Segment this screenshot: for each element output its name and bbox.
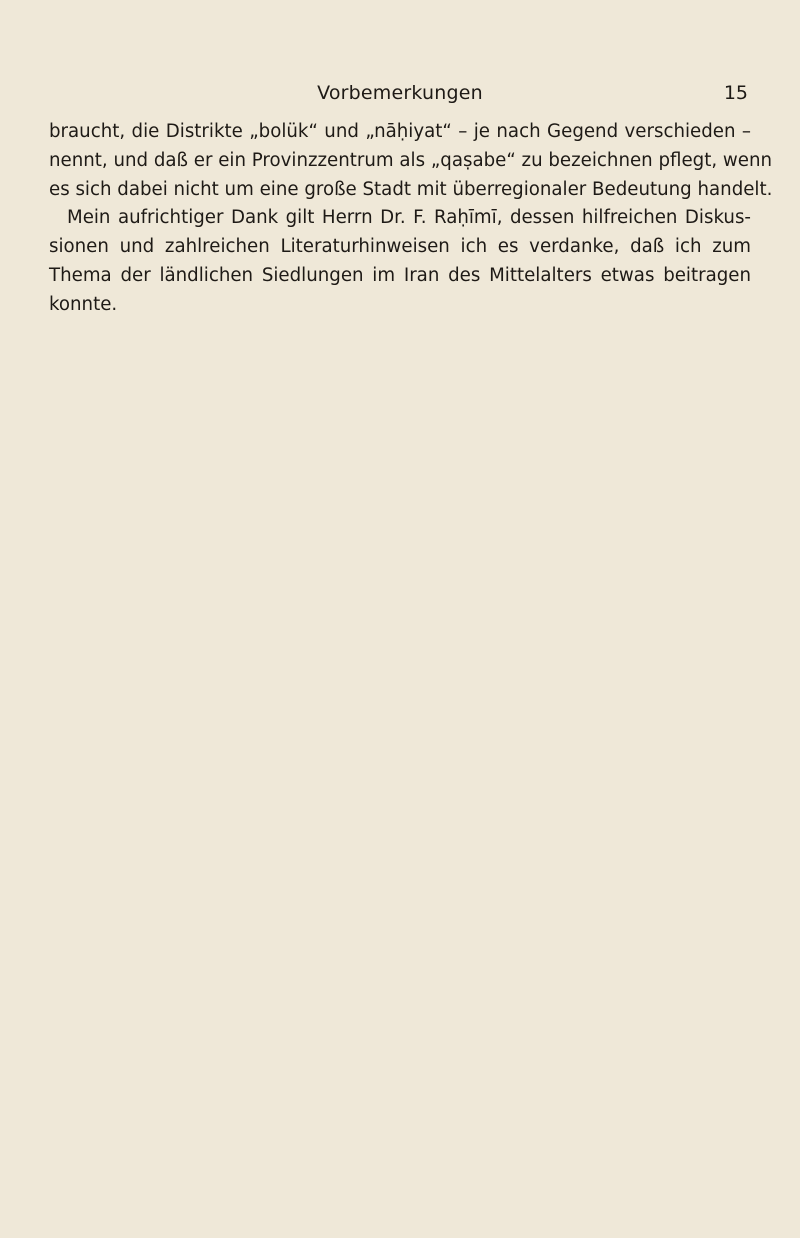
- paragraph-1-line-3: es sich dabei nicht um eine große Stadt mit überregionaler Bedeutung handelt.: [49, 178, 773, 200]
- paragraph-2-line-2: sionen und zahlreichen Literaturhinweisen ich es verdanke, daß ich zum: [49, 236, 751, 258]
- paragraph-2-line-1: Mein aufrichtiger Dank gilt Herrn Dr. F. Raḥīmī, dessen hilfreichen Diskus-: [67, 207, 751, 229]
- paragraph-2-line-4: konnte.: [49, 293, 118, 315]
- paragraph-2-line-3: Thema der ländlichen Siedlungen im Iran des Mittelalters etwas beitragen: [49, 264, 751, 286]
- paragraph-1-line-1: braucht, die Distrikte „bolük“ und „nāḥiyat“ – je nach Gegend verschieden –: [49, 121, 751, 142]
- paragraph-1-line-2: nennt, und daß er ein Provinzzentrum als „qaṣabe“ zu bezeichnen pflegt, wenn: [49, 149, 773, 171]
- paragraph-1: [49, 118, 773, 204]
- running-header: [48, 82, 752, 108]
- page-number: 15: [723, 82, 748, 104]
- paragraph-2: [49, 204, 751, 319]
- running-header-title: Vorbemerkungen: [317, 82, 483, 104]
- body-text: [49, 118, 773, 320]
